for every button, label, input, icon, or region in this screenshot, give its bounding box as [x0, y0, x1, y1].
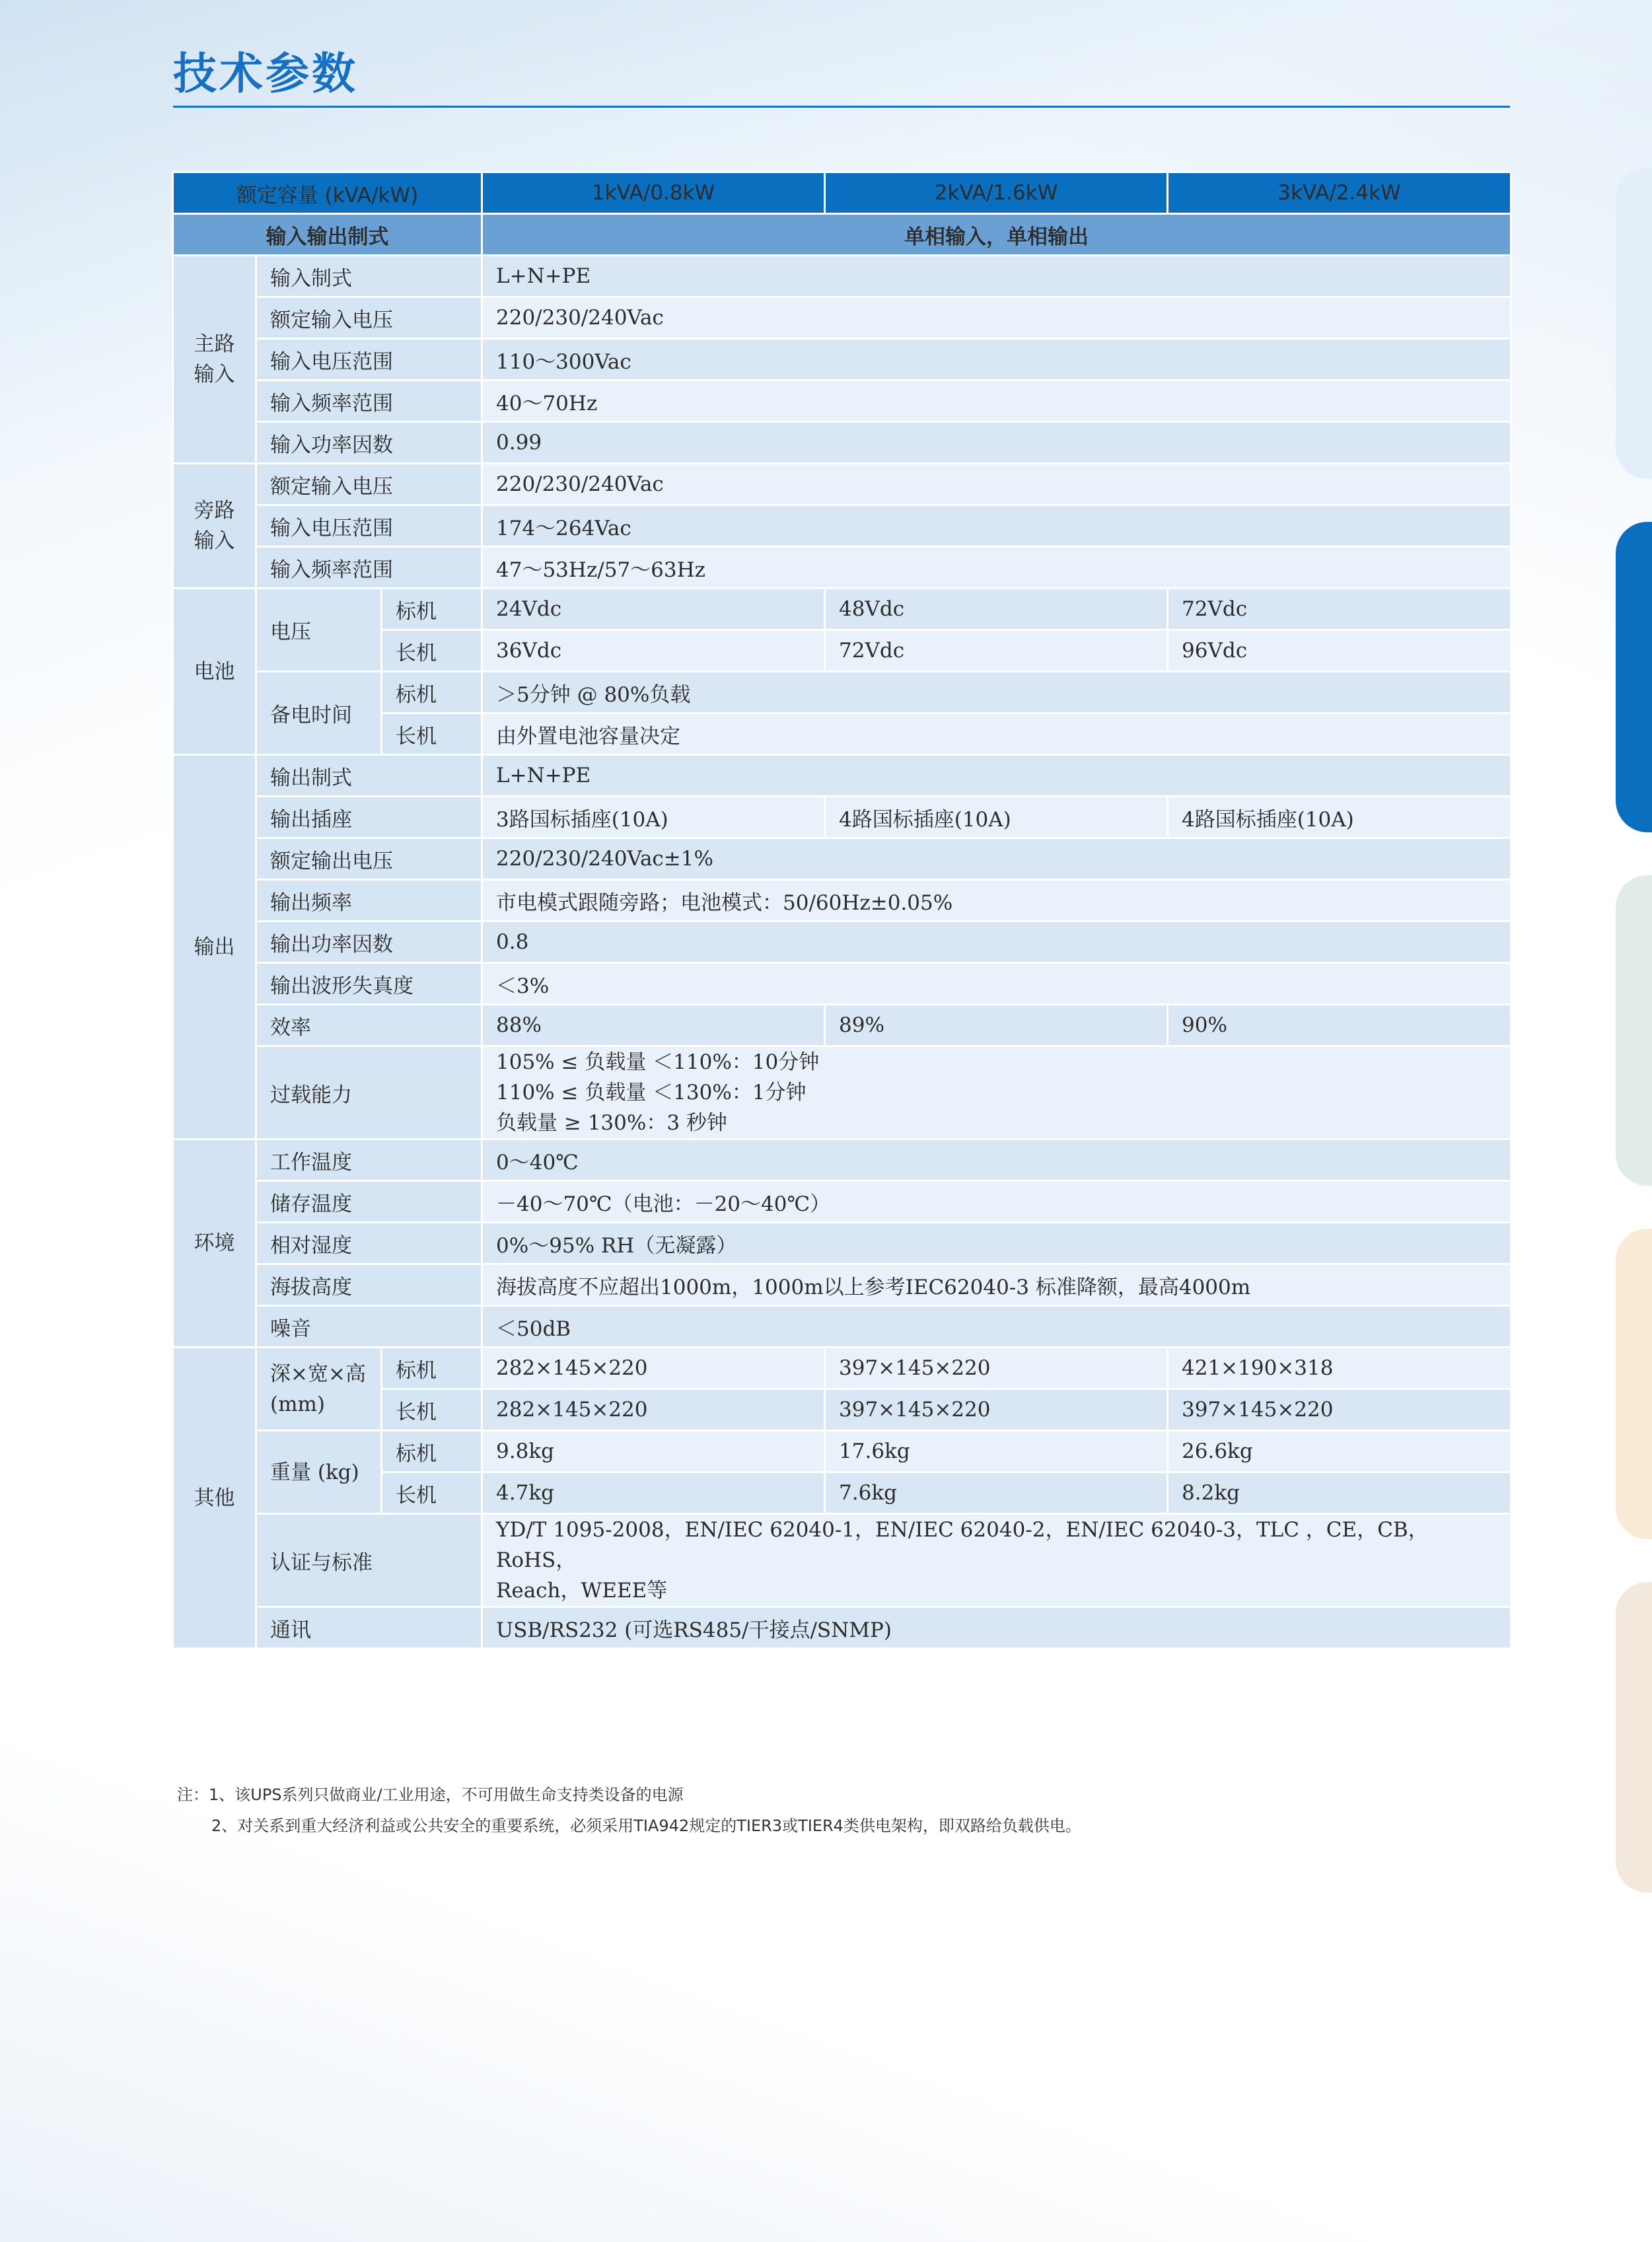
row-value: 220/230/240Vac [482, 464, 1511, 505]
table-row [173, 1514, 1511, 1607]
table-row [173, 672, 1511, 713]
spec-table [172, 171, 1512, 1649]
row-value: 110～300Vac [482, 339, 1511, 380]
table-row [173, 1005, 1511, 1046]
cell-value: 24Vdc [482, 589, 825, 630]
row-label: 输入频率范围 [256, 380, 482, 422]
table-row [173, 1431, 1511, 1472]
row-value: L+N+PE [482, 755, 1511, 797]
cell-value: 72Vdc [1168, 589, 1511, 630]
table-row [173, 1223, 1511, 1264]
side-tab-3[interactable] [1616, 875, 1652, 1186]
table-row [173, 755, 1511, 797]
sub-label-long: 长机 [382, 1472, 482, 1514]
group-battery: 电池 [173, 589, 256, 755]
row-label: 工作温度 [256, 1139, 482, 1181]
io-mode-label: 输入输出制式 [173, 214, 482, 256]
row-value: 由外置电池容量决定 [482, 713, 1511, 755]
cell-value: 4.7kg [482, 1472, 825, 1514]
row-label: 输出功率因数 [256, 922, 482, 963]
footnotes [177, 1780, 1081, 1842]
footnote-1: 注：1、该UPS系列只做商业/工业用途，不可用做生命支持类设备的电源 [177, 1786, 684, 1804]
cell-value: 397×145×220 [825, 1389, 1168, 1431]
sub-label-standard: 标机 [382, 589, 482, 630]
row-value: ＜3% [482, 963, 1511, 1005]
table-row [173, 1348, 1511, 1389]
cell-value: 3路国标插座(10A) [482, 797, 825, 838]
row-label: 输入电压范围 [256, 339, 482, 380]
row-label: 认证与标准 [256, 1514, 482, 1607]
table-row [173, 963, 1511, 1005]
group-output: 输出 [173, 755, 256, 1139]
group-environment: 环境 [173, 1139, 256, 1348]
cell-value: 26.6kg [1168, 1431, 1511, 1472]
table-row [173, 1264, 1511, 1306]
table-row [173, 1607, 1511, 1649]
cell-value: 397×145×220 [1168, 1389, 1511, 1431]
row-value: 0～40℃ [482, 1139, 1511, 1181]
header-capacity-label: 额定容量 (kVA/kW) [173, 172, 482, 214]
cert-line: YD/T 1095-2008，EN/IEC 62040-1，EN/IEC 62040-2，EN/IEC 62040-3，TLC ，CE，CB，RoHS， [496, 1518, 1429, 1572]
table-row [173, 838, 1511, 880]
row-label: 重量 (kg) [256, 1431, 382, 1514]
sub-label-standard: 标机 [382, 672, 482, 713]
row-label: 深×宽×高 (mm) [256, 1348, 382, 1431]
row-label: 输出频率 [256, 880, 482, 922]
row-value: 0.99 [482, 422, 1511, 464]
header-model-2: 2kVA/1.6kW [825, 172, 1168, 214]
cell-value: 72Vdc [825, 630, 1168, 672]
cell-value: 9.8kg [482, 1431, 825, 1472]
io-mode-value: 单相输入，单相输出 [482, 214, 1511, 256]
cert-line: Reach，WEEE等 [496, 1579, 668, 1603]
header-model-3: 3kVA/2.4kW [1168, 172, 1511, 214]
table-row [173, 256, 1511, 297]
table-row [173, 422, 1511, 464]
cell-value: 282×145×220 [482, 1389, 825, 1431]
table-row [173, 1139, 1511, 1181]
table-row [173, 547, 1511, 589]
row-label: 输入频率范围 [256, 547, 482, 589]
row-label: 相对湿度 [256, 1223, 482, 1264]
row-label: 输出制式 [256, 755, 482, 797]
row-label: 储存温度 [256, 1181, 482, 1223]
row-value: 0.8 [482, 922, 1511, 963]
table-row [173, 1181, 1511, 1223]
cell-value: 282×145×220 [482, 1348, 825, 1389]
cell-value: 421×190×318 [1168, 1348, 1511, 1389]
row-value: 220/230/240Vac [482, 297, 1511, 339]
side-tab-5[interactable] [1616, 1582, 1652, 1893]
row-label: 备电时间 [256, 672, 382, 755]
table-header-row [173, 172, 1511, 214]
row-label: 效率 [256, 1005, 482, 1046]
cell-value: 36Vdc [482, 630, 825, 672]
row-value: USB/RS232 (可选RS485/干接点/SNMP) [482, 1607, 1511, 1649]
overload-line: 负载量 ≥ 130%：3 秒钟 [496, 1111, 727, 1135]
table-row [173, 922, 1511, 963]
row-label: 额定输入电压 [256, 297, 482, 339]
title-divider [173, 106, 1510, 108]
row-value: 47～53Hz/57～63Hz [482, 547, 1511, 589]
row-label: 输出波形失真度 [256, 963, 482, 1005]
cell-value: 7.6kg [825, 1472, 1168, 1514]
table-row [173, 339, 1511, 380]
row-label: 输出插座 [256, 797, 482, 838]
row-value: 174～264Vac [482, 505, 1511, 547]
cell-value: 96Vdc [1168, 630, 1511, 672]
row-value: 海拔高度不应超出1000m，1000m以上参考IEC62040-3 标准降额，最高4000m [482, 1264, 1511, 1306]
table-row [173, 797, 1511, 838]
side-tab-2-active[interactable] [1616, 522, 1652, 832]
group-other: 其他 [173, 1348, 256, 1649]
side-tab-4[interactable] [1616, 1229, 1652, 1539]
table-row [173, 589, 1511, 630]
group-main-input: 主路输入 [173, 256, 256, 464]
row-value: 220/230/240Vac±1% [482, 838, 1511, 880]
io-mode-row [173, 214, 1511, 256]
group-bypass-input: 旁路输入 [173, 464, 256, 589]
cell-value: 89% [825, 1005, 1168, 1046]
row-label: 噪音 [256, 1306, 482, 1348]
side-tab-1[interactable] [1616, 168, 1652, 479]
row-label: 输入电压范围 [256, 505, 482, 547]
row-value: －40～70℃（电池：－20～40℃） [482, 1181, 1511, 1223]
row-label: 海拔高度 [256, 1264, 482, 1306]
row-value-multiline [482, 1514, 1511, 1607]
cell-value: 4路国标插座(10A) [825, 797, 1168, 838]
cell-value: 88% [482, 1005, 825, 1046]
table-row [173, 880, 1511, 922]
table-row [173, 505, 1511, 547]
row-value: 0%～95% RH（无凝露） [482, 1223, 1511, 1264]
sub-label-long: 长机 [382, 1389, 482, 1431]
cell-value: 90% [1168, 1005, 1511, 1046]
cell-value: 17.6kg [825, 1431, 1168, 1472]
overload-line: 110% ≤ 负载量 ＜130%：1分钟 [496, 1081, 807, 1104]
row-value-multiline [482, 1046, 1511, 1139]
row-label: 额定输出电压 [256, 838, 482, 880]
footnote-2: 2、对关系到重大经济利益或公共安全的重要系统，必须采用TIA942规定的TIER3或TIER4类供电架构，即双路给负载供电。 [211, 1817, 1081, 1835]
row-label: 通讯 [256, 1607, 482, 1649]
row-label: 输入功率因数 [256, 422, 482, 464]
table-row [173, 297, 1511, 339]
sub-label-long: 长机 [382, 630, 482, 672]
cell-value: 4路国标插座(10A) [1168, 797, 1511, 838]
row-label: 电压 [256, 589, 382, 672]
cell-value: 8.2kg [1168, 1472, 1511, 1514]
sub-label-long: 长机 [382, 713, 482, 755]
overload-line: 105% ≤ 负载量 ＜110%：10分钟 [496, 1050, 820, 1074]
page-title: 技术参数 [173, 48, 358, 99]
row-label: 输入制式 [256, 256, 482, 297]
table-row [173, 1046, 1511, 1139]
sub-label-standard: 标机 [382, 1348, 482, 1389]
table-row [173, 1306, 1511, 1348]
row-value: 市电模式跟随旁路；电池模式：50/60Hz±0.05% [482, 880, 1511, 922]
cell-value: 48Vdc [825, 589, 1168, 630]
row-label: 额定输入电压 [256, 464, 482, 505]
cell-value: 397×145×220 [825, 1348, 1168, 1389]
sub-label-standard: 标机 [382, 1431, 482, 1472]
table-row [173, 464, 1511, 505]
row-value: 40～70Hz [482, 380, 1511, 422]
header-model-1: 1kVA/0.8kW [482, 172, 825, 214]
row-label: 过载能力 [256, 1046, 482, 1139]
row-value: L+N+PE [482, 256, 1511, 297]
table-row [173, 380, 1511, 422]
row-value: ＜50dB [482, 1306, 1511, 1348]
row-value: ＞5分钟 @ 80%负载 [482, 672, 1511, 713]
